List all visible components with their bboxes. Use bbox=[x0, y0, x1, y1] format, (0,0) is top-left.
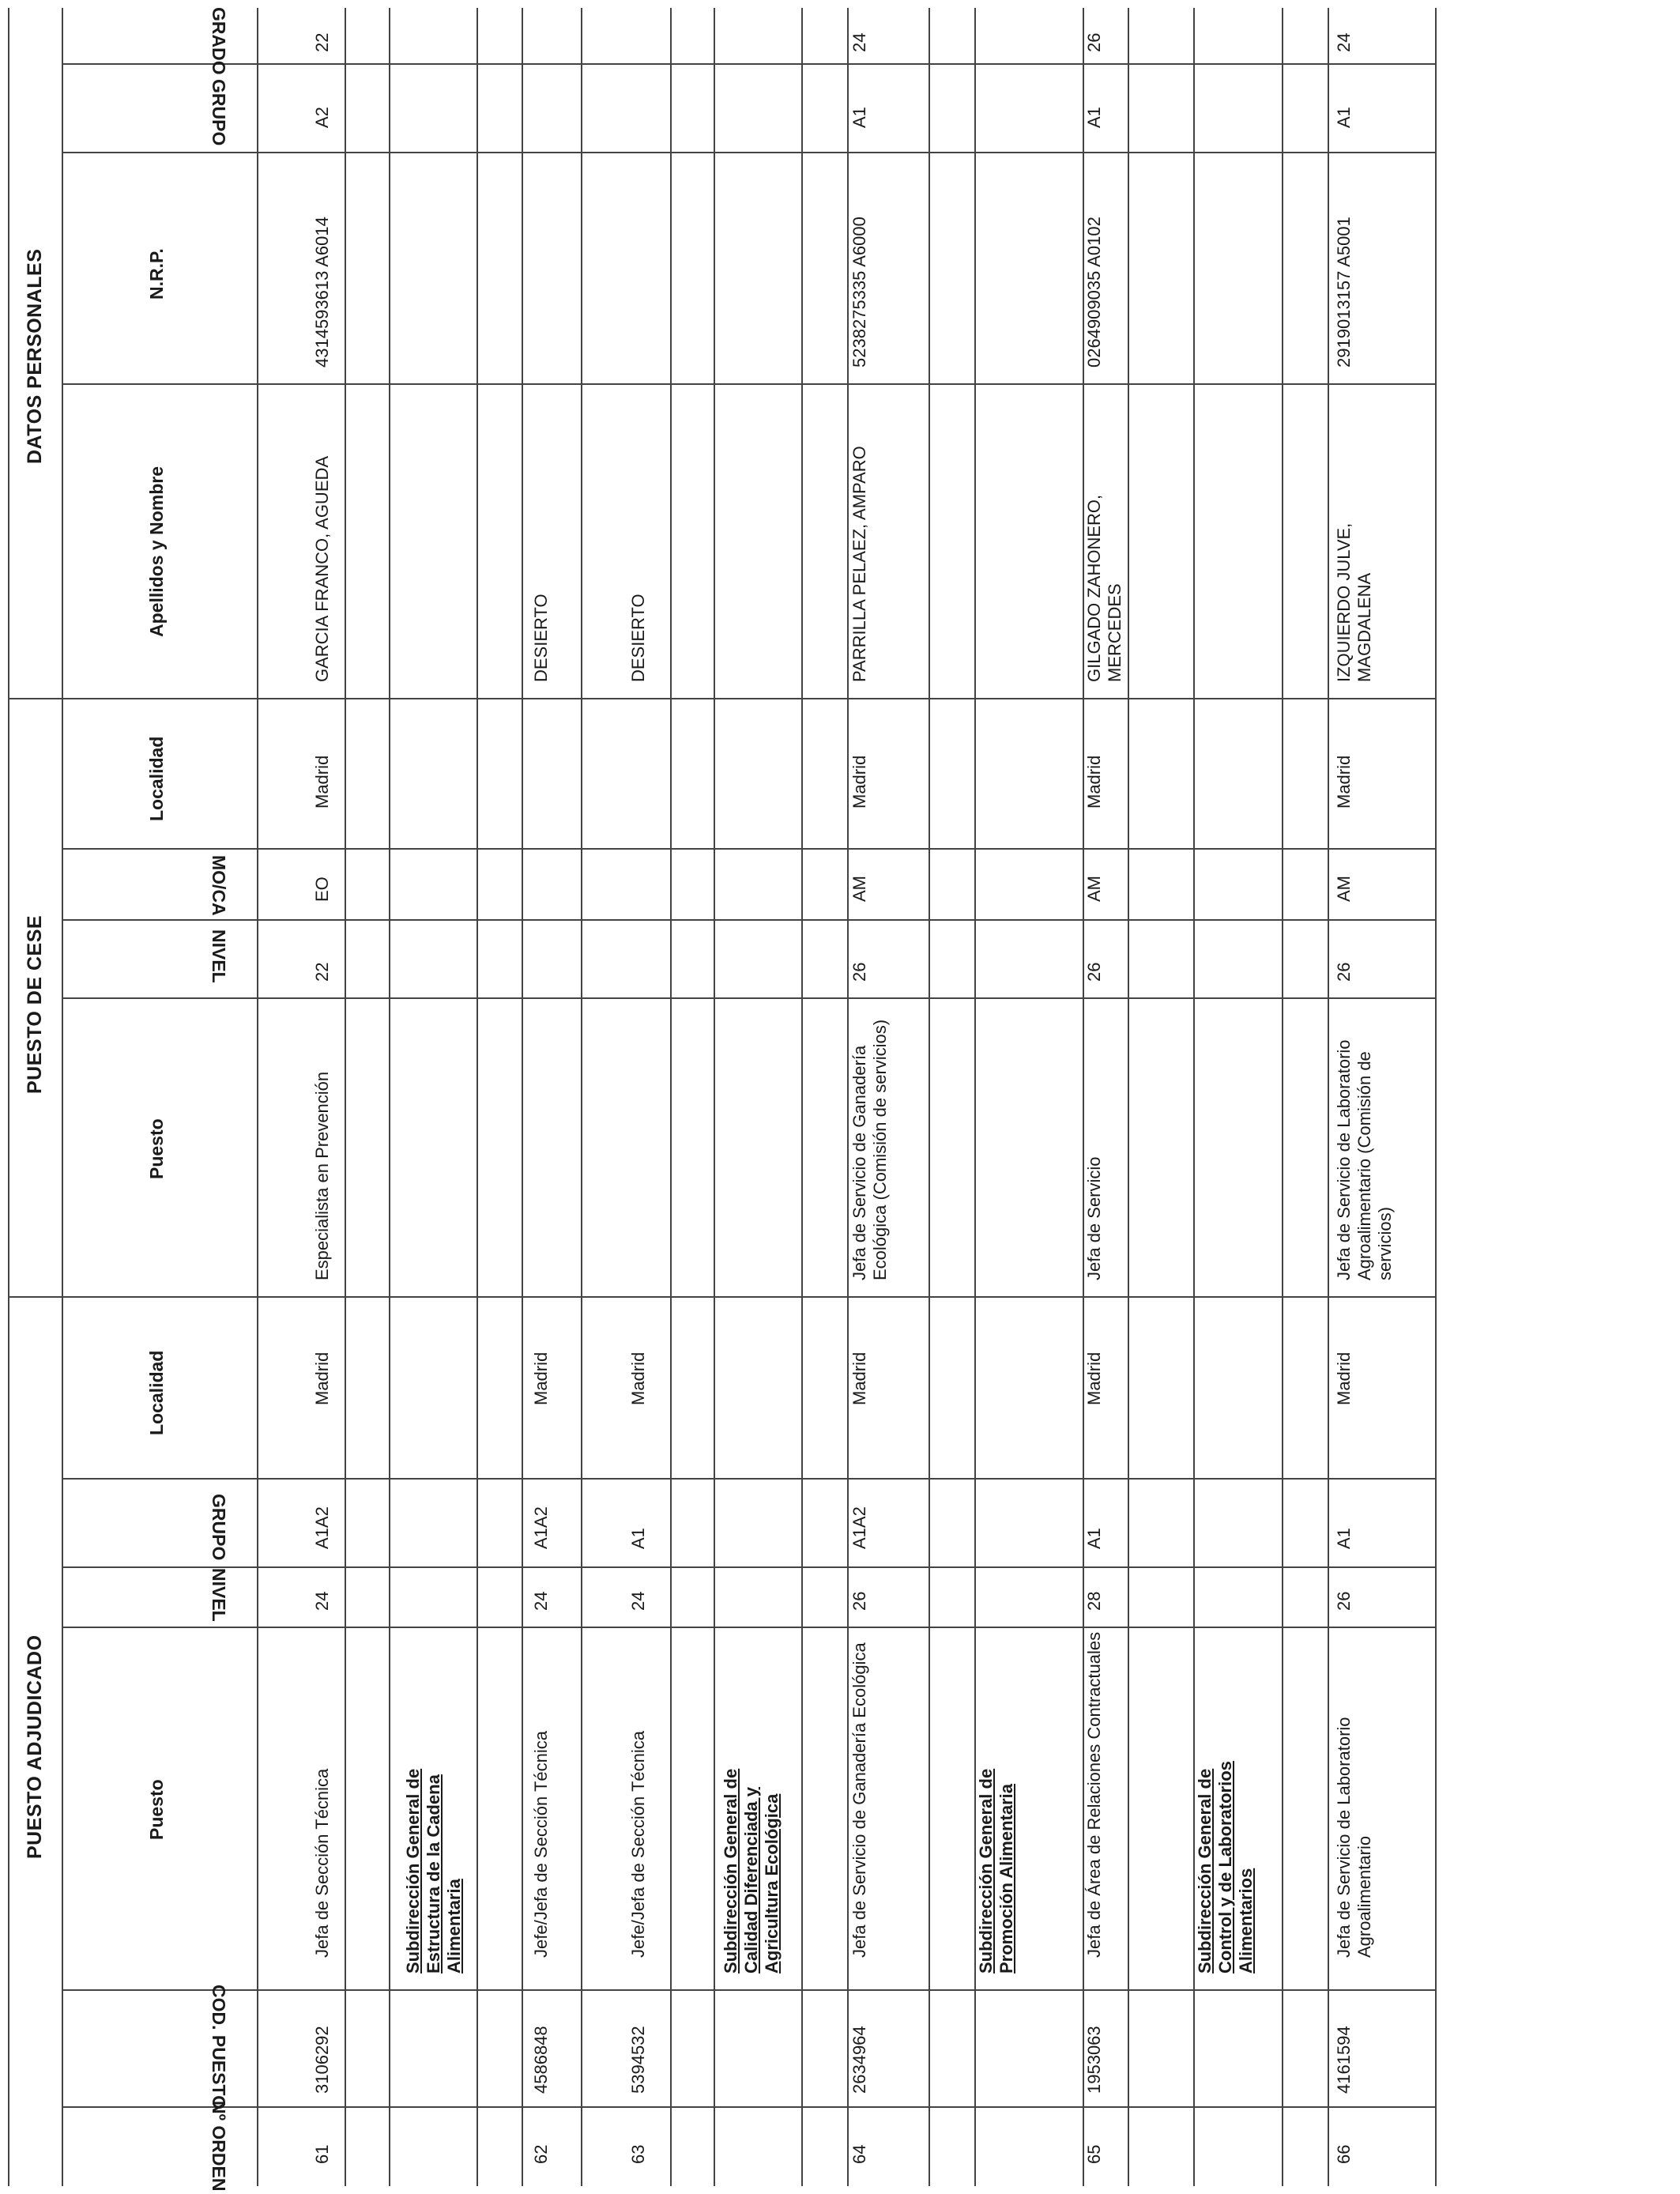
cell-cese-localidad: Madrid bbox=[1084, 755, 1104, 809]
cell-cese-puesto: Jefa de Servicio bbox=[1084, 1156, 1104, 1280]
table-border-right bbox=[1435, 8, 1437, 2186]
cell-cese-moca: EO bbox=[312, 876, 332, 902]
cell-nivel: 24 bbox=[531, 1591, 551, 1611]
cell-grado: 26 bbox=[1084, 32, 1104, 52]
col-header-nrp: N.R.P. bbox=[146, 248, 167, 300]
cell-orden: 65 bbox=[1084, 2144, 1104, 2164]
column-separator bbox=[62, 997, 1435, 999]
cell-orden: 66 bbox=[1334, 2144, 1354, 2164]
col-header-cod-puesto: COD. PUESTO bbox=[209, 1985, 229, 2110]
cell-orden: 64 bbox=[849, 2144, 869, 2164]
cell-apellidos-nombre: PARRILLA PELAEZ, AMPARO bbox=[849, 446, 869, 682]
cell-cese-localidad: Madrid bbox=[312, 755, 332, 809]
cell-cese-moca: AM bbox=[1084, 876, 1104, 902]
cell-grupo: A1A2 bbox=[849, 1506, 869, 1549]
section-band-divider bbox=[62, 8, 63, 2186]
row-separator bbox=[1328, 8, 1329, 2186]
cell-cese-moca: AM bbox=[849, 876, 869, 902]
row-separator bbox=[929, 8, 930, 2186]
column-separator bbox=[62, 1627, 1435, 1628]
column-separator bbox=[62, 848, 1435, 850]
cell-nrp: 5238275335 A6000 bbox=[849, 217, 869, 368]
col-header-cese-moca: MO/CA bbox=[209, 854, 229, 916]
cell-cese-puesto: Jefa de Servicio de Laboratorio Agroalimentario (Comisión de servicios) bbox=[1334, 1039, 1395, 1280]
cell-puesto: Jefa de Área de Relaciones Contractuales bbox=[1084, 1631, 1104, 1958]
cell-cod-puesto: 5394532 bbox=[628, 2026, 648, 2094]
cell-apellidos-nombre: DESIERTO bbox=[531, 594, 551, 682]
section-boundary bbox=[8, 1296, 62, 1298]
section-title-puesto-de-cese: PUESTO DE CESE bbox=[24, 914, 46, 1094]
cell-apellidos-nombre: IZQUIERDO JULVE, MAGDALENA bbox=[1334, 522, 1374, 682]
col-header-adj-nivel: NIVEL bbox=[209, 1567, 229, 1622]
cell-nivel: 26 bbox=[849, 1591, 869, 1611]
cell-grado: 24 bbox=[1334, 32, 1354, 52]
section-title-datos-personales: DATOS PERSONALES bbox=[24, 248, 46, 464]
subheading: Subdirección General de Estructura de la Cadena Alimentaria bbox=[403, 1768, 464, 1973]
row-separator bbox=[522, 8, 523, 2186]
col-header-grado: GRADO bbox=[209, 6, 229, 75]
row-separator bbox=[389, 8, 390, 2186]
cell-puesto: Jefa de Sección Técnica bbox=[312, 1768, 332, 1958]
cell-grupo: A1 bbox=[1334, 1528, 1354, 1549]
cell-grupo: A1A2 bbox=[312, 1506, 332, 1549]
column-separator bbox=[62, 383, 1435, 385]
cell-cese-puesto: Especialista en Prevención bbox=[312, 1071, 332, 1280]
column-separator bbox=[62, 1566, 1435, 1568]
cell-cese-moca: AM bbox=[1334, 876, 1354, 902]
cell-nrp: 2919013157 A5001 bbox=[1334, 217, 1354, 368]
cell-cod-puesto: 2634964 bbox=[849, 2026, 869, 2094]
table-border-left bbox=[8, 8, 9, 2186]
cell-cese-nivel: 26 bbox=[1084, 962, 1104, 982]
col-header-apellidos-nombre: Apellidos y Nombre bbox=[146, 466, 167, 637]
col-header-adj-grupo: GRUPO bbox=[209, 1493, 229, 1561]
row-separator bbox=[581, 8, 582, 2186]
cell-nivel: 28 bbox=[1084, 1591, 1104, 1611]
cell-nivel: 24 bbox=[312, 1591, 332, 1611]
col-header-cese-localidad: Localidad bbox=[146, 736, 167, 821]
cell-nivel: 24 bbox=[628, 1591, 648, 1611]
column-separator bbox=[62, 919, 1435, 921]
col-header-adj-localidad: Localidad bbox=[146, 1350, 167, 1435]
col-header-cese-nivel: NIVEL bbox=[209, 929, 229, 983]
cell-nivel: 26 bbox=[1334, 1591, 1354, 1611]
cell-grupo: A1A2 bbox=[531, 1506, 551, 1549]
cell-puesto: Jefa de Servicio de Laboratorio Agroalimentario bbox=[1334, 1717, 1374, 1958]
subheading: Subdirección General de Control y de Laboratorios Alimentarios bbox=[1195, 1761, 1256, 1973]
row-separator bbox=[1128, 8, 1129, 2186]
col-header-grupo: GRUPO bbox=[209, 78, 229, 146]
cell-cod-puesto: 4586848 bbox=[531, 2026, 551, 2094]
cell-puesto: Jefe/Jefa de Sección Técnica bbox=[531, 1731, 551, 1958]
cell-nrp: 0264909035 A0102 bbox=[1084, 217, 1104, 368]
cell-grupo: A1 bbox=[1084, 1528, 1104, 1549]
row-separator bbox=[670, 8, 672, 2186]
cell-localidad: Madrid bbox=[531, 1351, 551, 1405]
subheading: Subdirección General de Promoción Alimentaria bbox=[976, 1768, 1016, 1973]
cell-grado: 22 bbox=[312, 32, 332, 52]
column-separator bbox=[62, 63, 1435, 65]
column-separator bbox=[62, 1989, 1435, 1991]
col-header-cese-puesto: Puesto bbox=[146, 1118, 167, 1179]
cell-grupo: A1 bbox=[628, 1528, 648, 1549]
section-boundary bbox=[8, 698, 62, 699]
row-separator bbox=[477, 8, 478, 2186]
cell-cese-nivel: 26 bbox=[849, 962, 869, 982]
cell-puesto: Jefa de Servicio de Ganadería Ecológica bbox=[849, 1642, 869, 1958]
cell-puesto: Jefe/Jefa de Sección Técnica bbox=[628, 1731, 648, 1958]
row-separator bbox=[345, 8, 346, 2186]
col-header-n-orden: Nº ORDEN bbox=[209, 2100, 229, 2191]
row-separator bbox=[801, 8, 803, 2186]
cell-cod-puesto: 3106292 bbox=[312, 2026, 332, 2094]
cell-cese-localidad: Madrid bbox=[1334, 755, 1354, 809]
cell-localidad: Madrid bbox=[1334, 1351, 1354, 1405]
cell-orden: 61 bbox=[312, 2144, 332, 2164]
cell-grupo-personal: A2 bbox=[312, 107, 332, 128]
subheading: Subdirección General de Calidad Diferenciada y Agricultura Ecológica bbox=[721, 1768, 782, 1973]
column-separator bbox=[62, 2106, 1435, 2108]
column-separator bbox=[62, 698, 1435, 699]
column-separator bbox=[62, 1478, 1435, 1480]
cell-grupo-personal: A1 bbox=[849, 107, 869, 128]
cell-grupo-personal: A1 bbox=[1084, 107, 1104, 128]
cell-cese-nivel: 22 bbox=[312, 962, 332, 982]
cell-cod-puesto: 1953063 bbox=[1084, 2026, 1104, 2094]
column-separator bbox=[62, 1296, 1435, 1298]
cell-orden: 63 bbox=[628, 2144, 648, 2164]
cell-grupo-personal: A1 bbox=[1334, 107, 1354, 128]
cell-apellidos-nombre: DESIERTO bbox=[628, 594, 648, 682]
cell-localidad: Madrid bbox=[312, 1351, 332, 1405]
cell-localidad: Madrid bbox=[849, 1351, 869, 1405]
cell-localidad: Madrid bbox=[1084, 1351, 1104, 1405]
section-title-puesto-adjudicado: PUESTO ADJUDICADO bbox=[24, 1634, 46, 1859]
cell-cod-puesto: 4161594 bbox=[1334, 2026, 1354, 2094]
cell-grado: 24 bbox=[849, 32, 869, 52]
cell-nrp: 4314593613 A6014 bbox=[312, 217, 332, 368]
cell-orden: 62 bbox=[531, 2144, 551, 2164]
column-separator bbox=[62, 152, 1435, 153]
cell-apellidos-nombre: GARCIA FRANCO, AGUEDA bbox=[312, 455, 332, 682]
cell-cese-nivel: 26 bbox=[1334, 962, 1354, 982]
row-separator bbox=[847, 8, 849, 2186]
row-separator bbox=[1282, 8, 1283, 2186]
cell-localidad: Madrid bbox=[628, 1351, 648, 1405]
cell-cese-localidad: Madrid bbox=[849, 755, 869, 809]
cell-cese-puesto: Jefa de Servicio de Ganadería Ecológica (Comisión de servicios) bbox=[849, 1019, 890, 1280]
row-separator bbox=[714, 8, 715, 2186]
cell-apellidos-nombre: GILGADO ZAHONERO, MERCEDES bbox=[1084, 494, 1124, 682]
row-separator bbox=[257, 8, 258, 2186]
col-header-adj-puesto: Puesto bbox=[146, 1779, 167, 1840]
